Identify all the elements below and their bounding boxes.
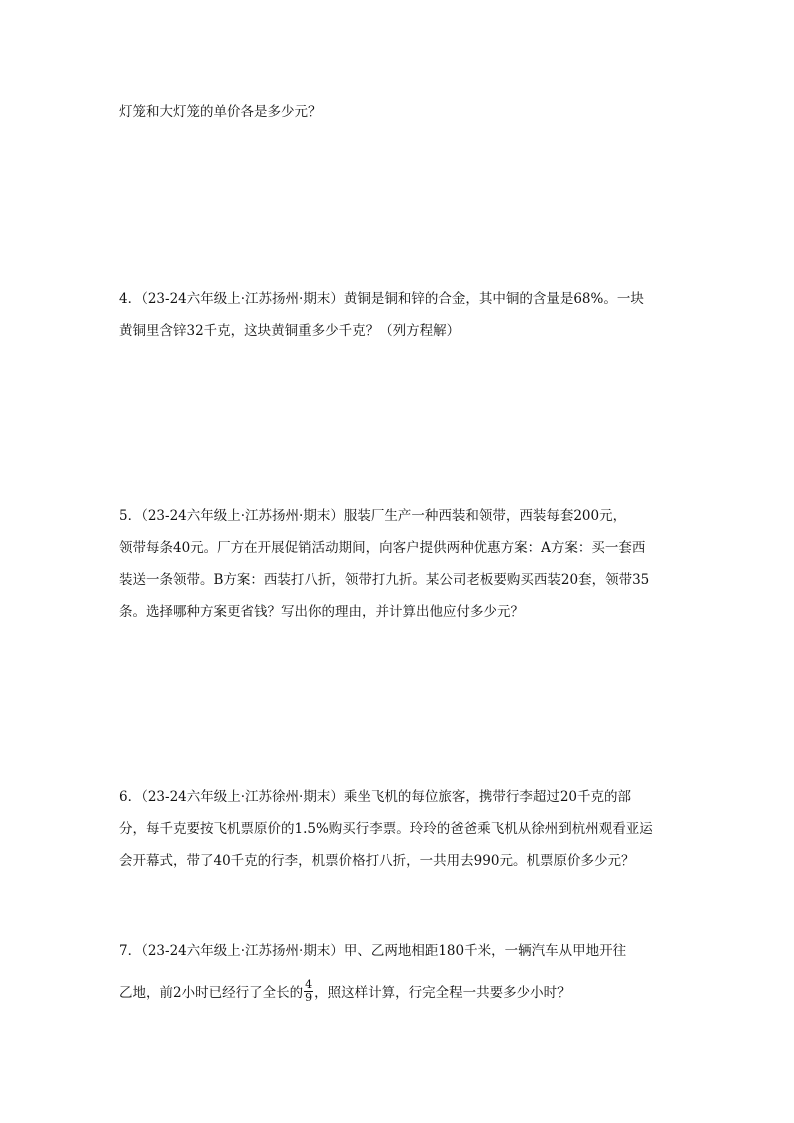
question-5-line-2: 领带每条40元。厂方在开展促销活动期间，向客户提供两种优惠方案：A方案：买一套西: [119, 540, 646, 556]
question-6-line-2: 分，每千克要按飞机票原价的1.5%购买行李票。玲玲的爸爸乘飞机从徐州到杭州观看亚运: [119, 821, 653, 837]
fraction-denominator: 9: [305, 991, 313, 1004]
question-7-line-2: [119, 978, 679, 1004]
fraction-numerator: 4: [305, 978, 313, 991]
question-7-line-2-start: 乙地，前2小时已经行了全长的: [119, 985, 304, 1001]
question-5-line-1: 5．（23-24六年级上·江苏扬州·期末）服装厂生产一种西装和领带，西装每套200元，: [119, 508, 627, 524]
question-5-line-4: 条。选择哪种方案更省钱？写出你的理由，并计算出他应付多少元？: [119, 604, 524, 620]
question-4-line-2: 黄铜里含锌32千克，这块黄铜重多少千克？（列方程解）: [119, 323, 461, 339]
question-5: [119, 505, 679, 624]
question-7-line-1: 7．（23-24六年级上·江苏扬州·期末）甲、乙两地相距180千米，一辆汽车从甲地开往: [119, 943, 627, 959]
question-7-line-2-end: ，照这样计算，行完全程一共要多少小时？: [314, 985, 571, 1001]
question-6-line-3: 会开幕式，带了40千克的行李，机票价格打八折，一共用去990元。机票原价多少元？: [119, 853, 635, 869]
question-7: [119, 940, 679, 1004]
question-6: [119, 786, 679, 873]
question-4: [119, 288, 679, 343]
question-3-line-1: 灯笼和大灯笼的单价各是多少元？: [119, 104, 322, 120]
fraction-four-ninths: [304, 979, 313, 1004]
question-4-line-1: 4．（23-24六年级上·江苏扬州·期末）黄铜是铜和锌的合金，其中铜的含量是68%。一块: [119, 291, 644, 307]
question-6-line-1: 6．（23-24六年级上·江苏徐州·期末）乘坐飞机的每位旅客，携带行李超过20千克的部: [119, 789, 632, 805]
question-3-continuation: [119, 101, 679, 124]
question-5-line-3: 装送一条领带。B方案：西装打八折，领带打九折。某公司老板要购买西装20套，领带35: [119, 572, 650, 588]
